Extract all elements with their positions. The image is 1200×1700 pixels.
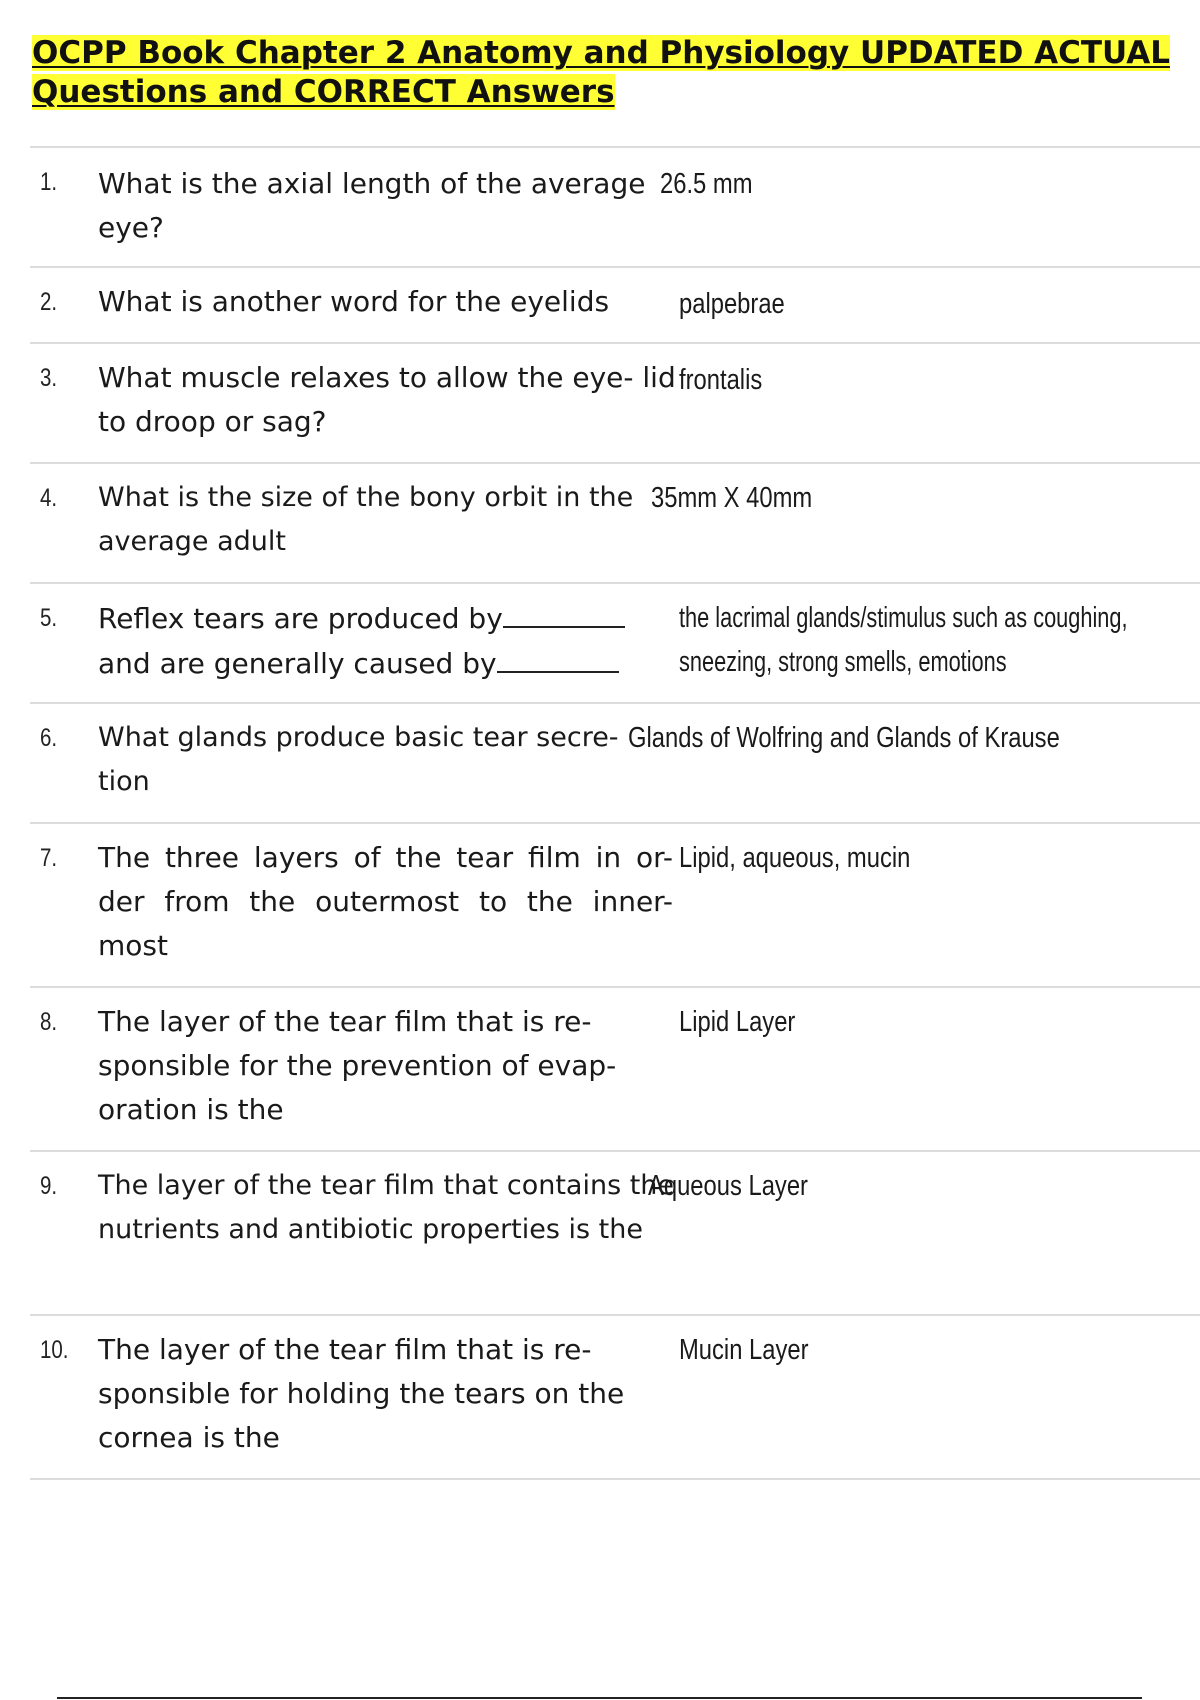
answer-text: Aqueous Layer — [648, 1170, 808, 1202]
question-text: What is another word for the eyelids — [98, 285, 610, 318]
qa-row-9 — [30, 1150, 1200, 1314]
title-line-2: Questions and CORRECT Answers — [32, 74, 615, 110]
question-number: 6. — [40, 724, 58, 752]
qa-row-4 — [30, 462, 1200, 582]
answer-text: Mucin Layer — [679, 1334, 809, 1366]
answer-text: frontalis — [679, 364, 763, 396]
qa-table — [30, 146, 1200, 1480]
question-number: 2. — [40, 288, 58, 316]
answer-line-2: sneezing, strong smells, emotions — [679, 646, 1007, 678]
question-text: The layer of the tear film that is re- sponsible for holding the tears on the cornea is the — [98, 1333, 625, 1454]
qa-row-10 — [30, 1314, 1200, 1480]
document-title — [32, 34, 1172, 112]
qa-row-6 — [30, 702, 1200, 822]
qa-row-2 — [30, 266, 1200, 342]
question-text: The layer of the tear film that is re- sponsible for the prevention of evap- oration is the — [98, 1005, 617, 1126]
footer-rule — [57, 1697, 1142, 1699]
question-number: 10. — [40, 1336, 69, 1364]
question-text: What muscle relaxes to allow the eye- lid to droop or sag? — [98, 361, 676, 438]
answer-blank — [497, 641, 619, 673]
question-text: The three layers of the tear film in or- der from the outermost to the inner- most — [98, 841, 673, 962]
question-text: What glands produce basic tear secre- tion — [98, 722, 619, 797]
qa-row-5 — [30, 582, 1200, 702]
question-text: The layer of the tear film that contains the nutrients and antibiotic properties is the — [98, 1170, 675, 1245]
question-text: What is the axial length of the average eye? — [98, 167, 646, 244]
question-number: 4. — [40, 484, 58, 512]
question-number: 1. — [40, 168, 58, 196]
question-number: 5. — [40, 604, 58, 632]
question-text — [98, 596, 678, 686]
qa-row-8 — [30, 986, 1200, 1150]
question-part-2: and are generally caused by — [98, 647, 497, 680]
answer-blank — [503, 596, 625, 628]
answer-text: palpebrae — [679, 288, 785, 320]
answer-text: 26.5 mm — [660, 168, 753, 200]
answer-text — [679, 596, 1128, 684]
qa-row-3 — [30, 342, 1200, 462]
question-number: 7. — [40, 844, 58, 872]
question-number: 9. — [40, 1172, 58, 1200]
answer-text: Lipid, aqueous, mucin — [679, 842, 911, 874]
title-line-1: OCPP Book Chapter 2 Anatomy and Physiology UPDATED ACTUAL — [32, 35, 1170, 71]
qa-row-1 — [30, 146, 1200, 266]
qa-row-7 — [30, 822, 1200, 986]
question-text: What is the size of the bony orbit in the average adult — [98, 482, 634, 557]
answer-text: 35mm X 40mm — [651, 482, 813, 514]
question-number: 8. — [40, 1008, 58, 1036]
question-number: 3. — [40, 364, 58, 392]
question-part-1: Reflex tears are produced by — [98, 602, 503, 635]
answer-text: Lipid Layer — [679, 1006, 796, 1038]
answer-line-1: the lacrimal glands/stimulus such as coughing, — [679, 602, 1128, 634]
answer-text: Glands of Wolfring and Glands of Krause — [628, 722, 1060, 754]
